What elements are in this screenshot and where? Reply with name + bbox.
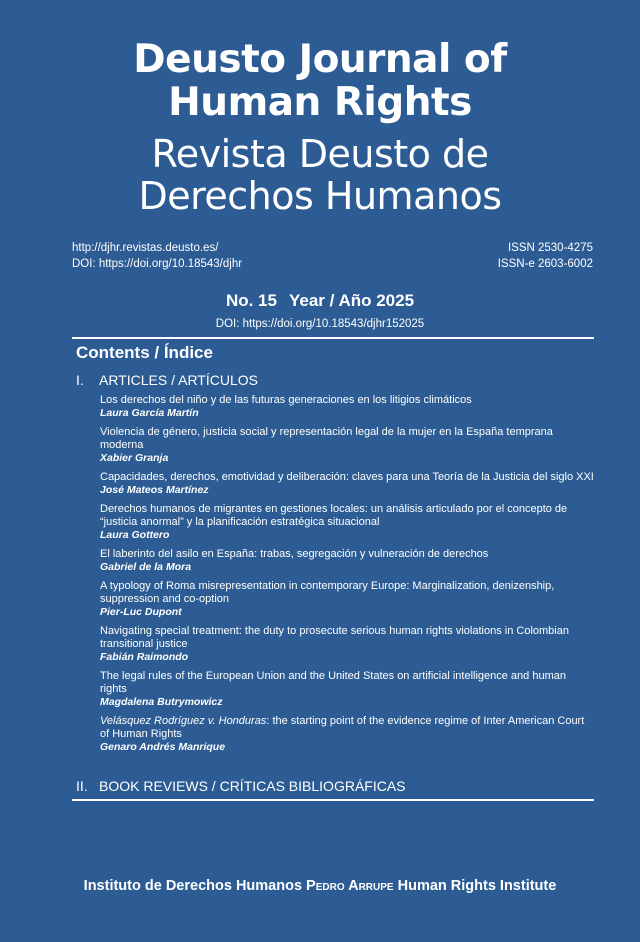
article-author: José Mateos Martínez [100, 484, 209, 496]
article-item[interactable] [100, 471, 594, 497]
article-item[interactable] [100, 503, 594, 542]
article-title: Violencia de género, justicia social y representación legal de la mujer en la España temprana moderna [100, 426, 553, 451]
article-item[interactable] [100, 394, 594, 420]
issue-doi[interactable]: DOI: https://doi.org/10.18543/djhr152025 [215, 318, 425, 330]
article-author: Laura Gottero [100, 529, 170, 541]
institute-name [0, 878, 640, 894]
article-item[interactable] [100, 625, 594, 664]
section-number: II. [76, 778, 88, 794]
article-list [100, 394, 594, 760]
section-articles [76, 372, 258, 388]
institute-name-pedro-arrupe: Pedro Arrupe [306, 878, 394, 894]
section-label: ARTICLES / ARTÍCULOS [99, 372, 258, 388]
institute-name-es: Instituto de Derechos Humanos [83, 878, 303, 894]
article-author: Fabián Raimondo [100, 651, 189, 663]
journal-title-es-line1: Revista Deusto de [151, 132, 489, 176]
article-item[interactable] [100, 426, 594, 465]
article-author: Laura García Martín [100, 407, 199, 419]
article-item[interactable] [100, 580, 594, 619]
article-author: Genaro Andrés Manrique [100, 741, 226, 753]
article-author: Magdalena Butrymowicz [100, 696, 223, 708]
article-title: Navigating special treatment: the duty to prosecute serious human rights violations in Colombian transitional justice [100, 625, 569, 650]
journal-url[interactable]: http://djhr.revistas.deusto.es/ [72, 242, 219, 254]
article-author: Pier-Luc Dupont [100, 606, 182, 618]
article-item[interactable] [100, 670, 594, 709]
contents-bottom-rule [72, 799, 594, 801]
article-title: El laberinto del asilo en España: trabas, segregación y vulneración de derechos [100, 548, 489, 560]
case-name: Velásquez Rodríguez v. Honduras [100, 715, 267, 727]
article-title: The legal rules of the European Union and the United States on artificial intelligence and human rights [100, 670, 566, 695]
journal-title-en-line1: Deusto Journal of [133, 37, 507, 82]
issn-print: ISSN 2530-4275 [507, 242, 593, 254]
issue-info [0, 291, 640, 311]
article-title: Los derechos del niño y de las futuras generaciones en los litigios climáticos [100, 394, 472, 406]
article-title [100, 715, 594, 741]
section-label: BOOK REVIEWS / CRÍTICAS BIBLIOGRÁFICAS [99, 778, 406, 794]
issue-number: No. 15 [225, 291, 277, 310]
article-item[interactable] [100, 715, 594, 754]
contents-top-rule [72, 337, 594, 339]
article-author: Gabriel de la Mora [100, 561, 192, 573]
issn-electronic: ISSN-e 2603-6002 [497, 258, 593, 270]
article-author: Xabier Granja [100, 452, 169, 464]
journal-title-en-line2: Human Rights [168, 80, 472, 125]
section-number: I. [76, 372, 84, 388]
article-title-rest: : the starting point of the evidence regime of Inter American Court of Human Rights [100, 715, 585, 740]
journal-issn [498, 240, 593, 272]
article-item[interactable] [100, 548, 594, 574]
journal-title-es [0, 133, 640, 217]
journal-doi[interactable]: DOI: https://doi.org/10.18543/djhr [72, 258, 243, 270]
journal-links [72, 240, 242, 272]
issue-year: Year / Año 2025 [288, 291, 415, 310]
article-title: A typology of Roma misrepresentation in contemporary Europe: Marginalization, denizenship, suppression and co-option [100, 580, 555, 605]
contents-heading: Contents / Índice [76, 343, 213, 362]
journal-title-es-line2: Derechos Humanos [138, 174, 502, 218]
section-book-reviews [76, 778, 406, 794]
journal-title-en [0, 38, 640, 124]
article-title: Capacidades, derechos, emotividad y deliberación: claves para una Teoría de la Justicia del siglo XXI [100, 471, 594, 483]
institute-name-en: Human Rights Institute [397, 878, 557, 894]
article-title: Derechos humanos de migrantes en gestiones locales: un análisis articulado por el concepto de “justicia anormal” y la planificación estratégica situacional [100, 503, 568, 528]
